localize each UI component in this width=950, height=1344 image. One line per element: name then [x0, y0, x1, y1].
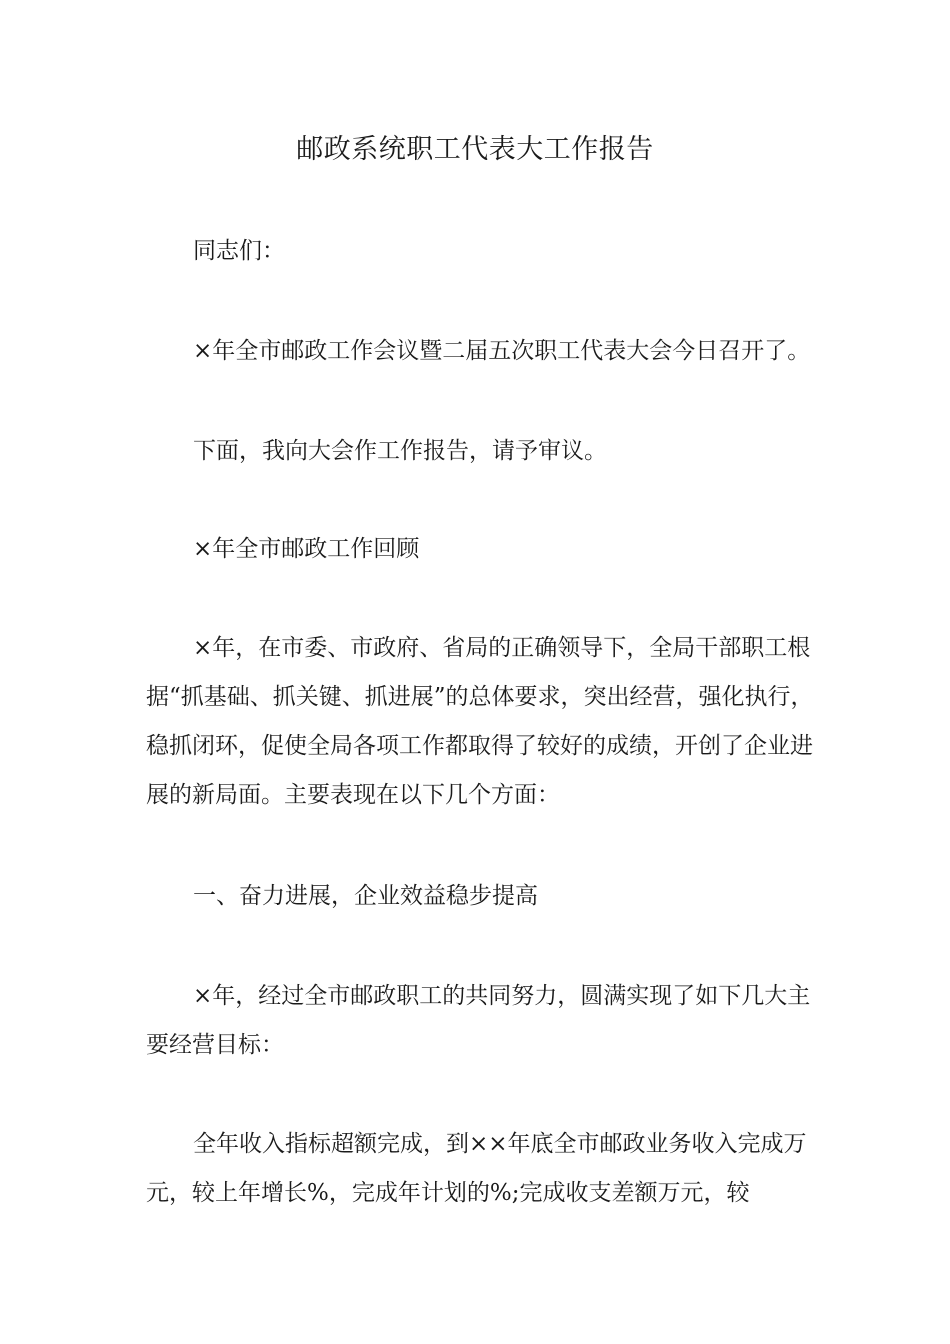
income-paragraph: 全年收入指标超额完成，到××年底全市邮政业务收入完成万元，较上年增长%，完成年计划的%;完成收支差额万元，较 [146, 1131, 807, 1206]
goals-paragraph: ×年，经过全市邮政职工的共同努力，圆满实现了如下几大主要经营目标： [146, 983, 811, 1058]
opening-paragraph: ×年全市邮政工作会议暨二届五次职工代表大会今日召开了。 [193, 338, 811, 364]
report-intro-paragraph: 下面，我向大会作工作报告，请予审议。 [193, 438, 607, 464]
section-heading: ×年全市邮政工作回顾 [193, 536, 420, 562]
review-paragraph: ×年，在市委、市政府、省局的正确领导下，全局干部职工根据“抓基础、抓关键、抓进展”的总体要求，突出经营，强化执行，稳抓闭环，促使全局各项工作都取得了较好的成绩，开创了企业进展的新局面。主要表现在以下几个方面： [146, 635, 814, 808]
document-title: 邮政系统职工代表大工作报告 [296, 134, 654, 165]
salutation-paragraph: 同志们： [193, 238, 285, 264]
subsection-heading: 一、奋力进展，企业效益稳步提高 [193, 883, 538, 909]
